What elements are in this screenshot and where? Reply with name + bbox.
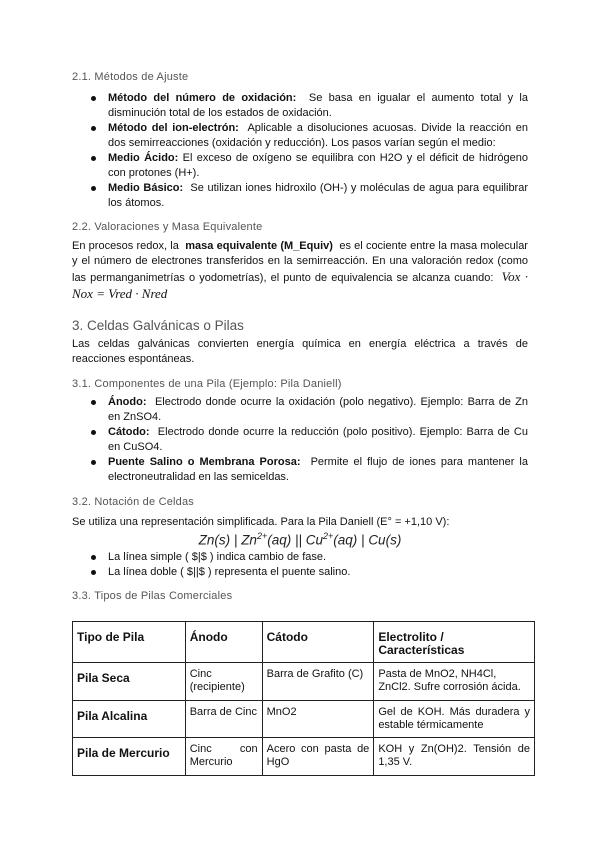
list-item (72, 151, 528, 181)
item-term: Medio Ácido: (108, 152, 179, 164)
paragraph-text: es el cociente entre la masa molecular y el número de electrones transferidos en la semirreacción. En una valoración redox (como las permanganimetrías o yodometrías), el punto de equivalencia se alcanza cuando: (72, 240, 528, 284)
cell-notation-formula (72, 531, 528, 548)
notation-part: || (291, 532, 306, 548)
table-cell: Cinc con Mercurio (185, 738, 262, 776)
list-item: La línea doble ( $||$ ) representa el puente salino. (72, 565, 528, 580)
list-item (72, 455, 528, 485)
table-cell: Pila Alcalina (73, 701, 186, 738)
list-item (72, 91, 528, 121)
table-cell: KOH y Zn(OH)2. Tensión de 1,35 V. (374, 738, 535, 776)
item-term: Método del número de oxidación: (108, 92, 297, 104)
notation-part: | (230, 532, 242, 548)
notation-list (72, 550, 528, 580)
column-header: Electrolito / Características (374, 622, 535, 663)
equivalent-mass-term: masa equivalente (M_Equiv) (185, 240, 333, 252)
notation-part: Zn (241, 532, 257, 548)
notation-part: Cu(s) (368, 532, 402, 548)
notation-intro: Se utiliza una representación simplificada. Para la Pila Daniell (E° = +1,10 V): (72, 516, 450, 528)
section-heading-3-1: 3.1. Componentes de una Pila (Ejemplo: Pila Daniell) (72, 378, 342, 390)
adjust-methods-list (72, 91, 528, 211)
table-cell: MnO2 (262, 701, 374, 738)
galvanic-intro: Las celdas galvánicas convierten energía química en energía eléctrica a través de reacciones espontáneas. (72, 338, 528, 365)
notation-charge: 2+ (256, 531, 268, 541)
item-text: Aplicable a disoluciones acuosas. Divide la reacción en dos semirreacciones (oxidación y reducción). Los pasos varían según el medio: (108, 122, 528, 149)
table-row (73, 663, 535, 701)
table-cell: Cinc (recipiente) (185, 663, 262, 701)
item-term: Método del ion-electrón: (108, 122, 239, 134)
item-term: Ánodo: (108, 396, 147, 408)
item-text: Permite el flujo de iones para mantener la electroneutralidad en las semiceldas. (108, 456, 528, 483)
section-heading-3: 3. Celdas Galvánicas o Pilas (72, 318, 244, 333)
notation-part: | (357, 532, 369, 548)
item-text: Se utilizan iones hidroxilo (OH-) y moléculas de agua para equilibrar los átomos. (108, 182, 529, 209)
column-header: Ánodo (185, 622, 262, 663)
list-item: La línea simple ( $|$ ) indica cambio de fase. (72, 550, 528, 565)
battery-types-table (72, 621, 535, 776)
section-heading-3-2: 3.2. Notación de Celdas (72, 496, 195, 508)
list-item (72, 121, 528, 151)
paragraph-text: En procesos redox, la (72, 240, 179, 252)
table-header-row (73, 622, 535, 663)
section-heading-2-1: 2.1. Métodos de Ajuste (72, 71, 189, 83)
equivalence-formula: Vox · Nox = Vred · Nred (72, 269, 528, 301)
column-header: Tipo de Pila (73, 622, 186, 663)
list-item (72, 181, 528, 211)
section-heading-3-3: 3.3. Tipos de Pilas Comerciales (72, 590, 233, 602)
table-cell: Barra de Cinc (185, 701, 262, 738)
table-cell: Pila Seca (73, 663, 186, 701)
list-item (72, 425, 528, 455)
item-text: Electrodo donde ocurre la oxidación (polo negativo). Ejemplo: Barra de Zn en ZnSO4. (108, 396, 528, 423)
notation-charge: 2+ (323, 531, 334, 541)
item-text: El exceso de oxígeno se equilibra con H2O y el déficit de hidrógeno con protones (H+). (108, 152, 528, 179)
table-row (73, 701, 535, 738)
table-row (73, 738, 535, 776)
notation-part: Zn(s) (198, 532, 231, 548)
notation-part: Cu (305, 532, 324, 548)
column-header: Cátodo (262, 622, 374, 663)
section-heading-2-2: 2.2. Valoraciones y Masa Equivalente (72, 221, 263, 233)
table-cell: Pasta de MnO2, NH4Cl, ZnCl2. Sufre corrosión ácida. (374, 663, 535, 701)
item-term: Cátodo: (108, 426, 150, 438)
equivalent-mass-paragraph (72, 239, 528, 303)
table-cell: Barra de Grafito (C) (262, 663, 374, 701)
table-cell: Pila de Mercurio (73, 738, 186, 776)
cell-components-list (72, 395, 528, 485)
table-cell: Gel de KOH. Más duradera y estable térmicamente (374, 701, 535, 738)
list-item (72, 395, 528, 425)
item-text: Electrodo donde ocurre la reducción (polo positivo). Ejemplo: Barra de Cu en CuSO4. (108, 426, 528, 453)
item-text: Se basa en igualar el aumento total y la disminución total de los estados de oxidación. (108, 92, 528, 119)
item-term: Medio Básico: (108, 182, 184, 194)
notation-part: (aq) (267, 532, 292, 548)
table-cell: Acero con pasta de HgO (262, 738, 374, 776)
item-term: Puente Salino o Membrana Porosa: (108, 456, 301, 468)
notation-part: (aq) (333, 532, 358, 548)
